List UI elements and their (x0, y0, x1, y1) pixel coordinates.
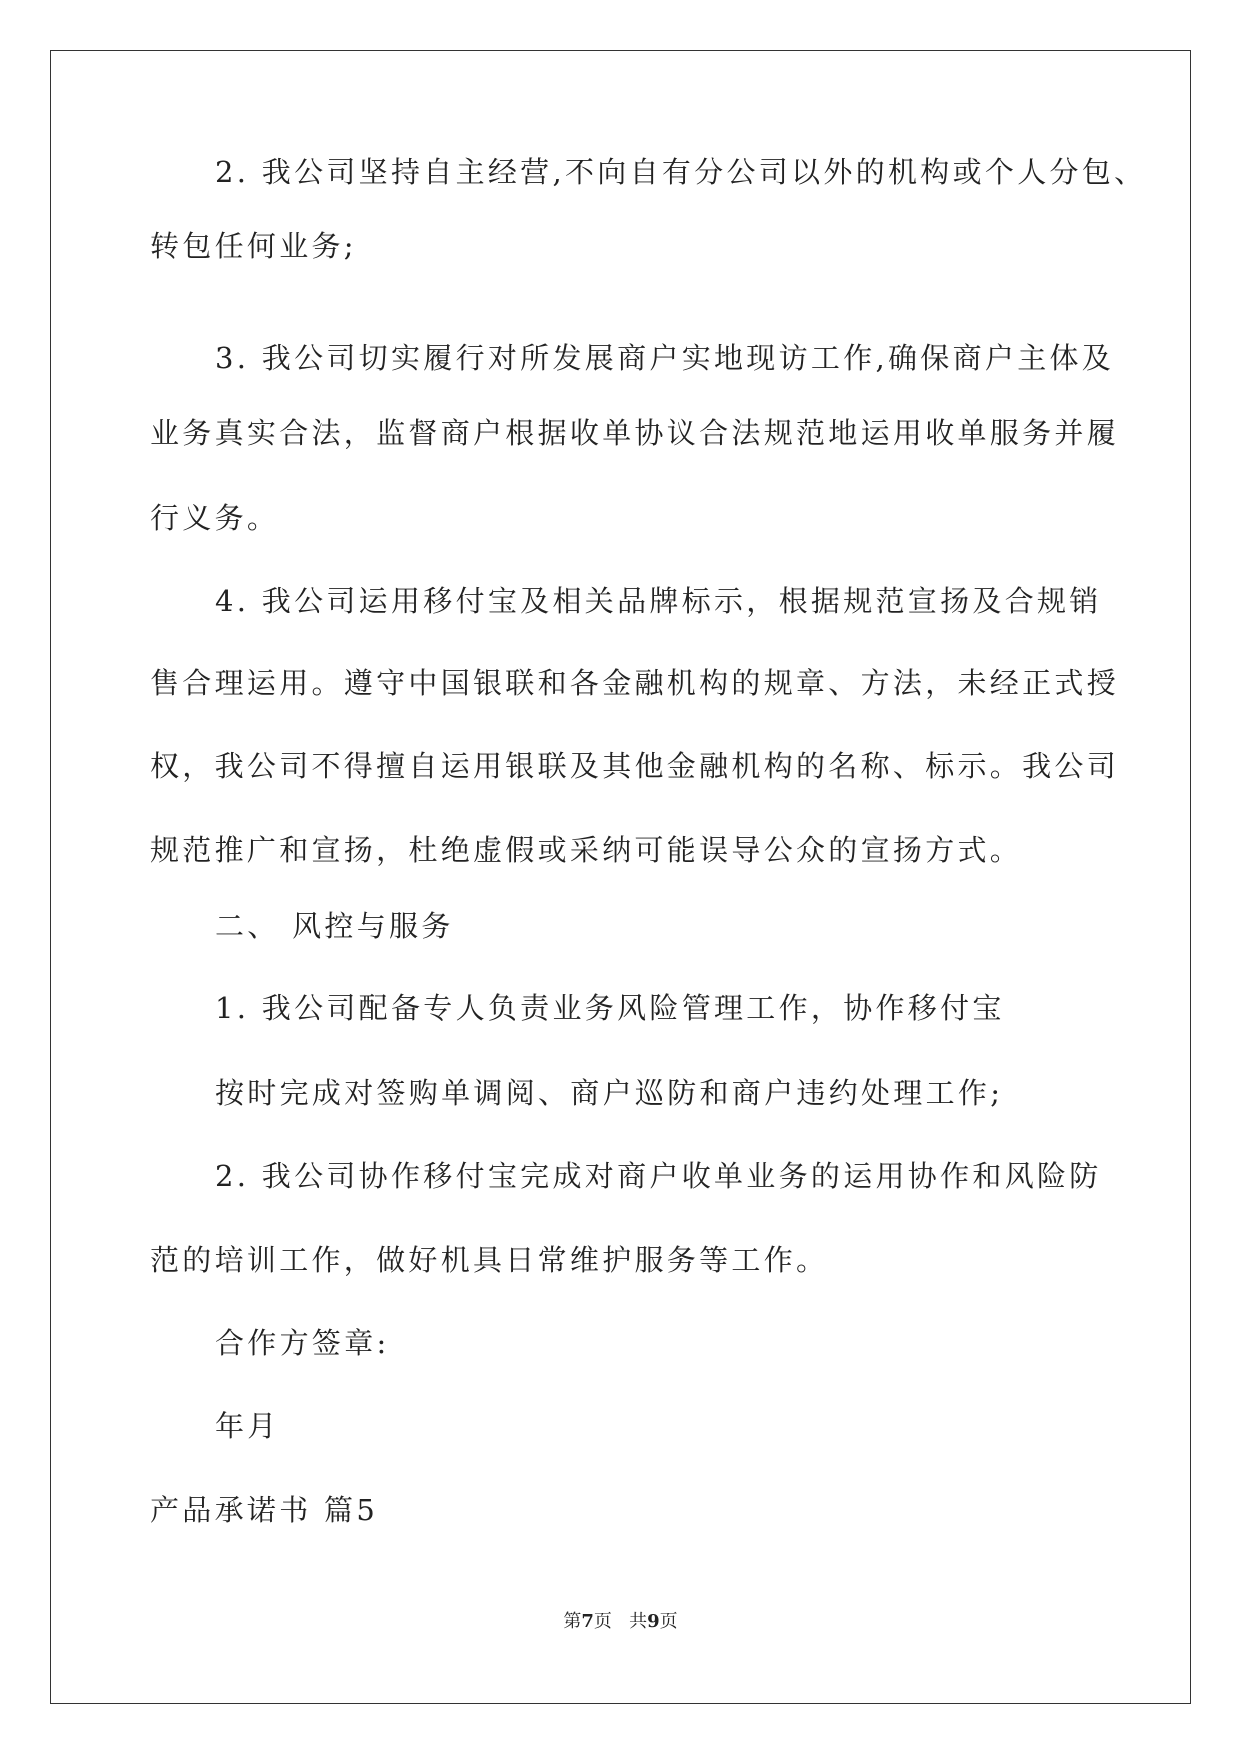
footer-total-number: 9 (647, 1611, 660, 1632)
date-label: 年月 (215, 1409, 280, 1443)
footer-total-suffix: 页 (659, 1611, 678, 1632)
section-heading: 二、 风控与服务 (215, 909, 454, 943)
paragraph-line: 权，我公司不得擅自运用银联及其他金融机构的名称、标示。我公司 (150, 749, 1120, 783)
signature-label: 合作方签章: (215, 1326, 390, 1360)
page-border (50, 50, 1191, 1704)
footer-page-number: 7 (581, 1611, 594, 1632)
paragraph-line: 2. 我公司协作移付宝完成对商户收单业务的运用协作和风险防 (215, 1159, 1102, 1193)
paragraph-line: 规范推广和宣扬，杜绝虚假或采纳可能误导公众的宣扬方式。 (150, 833, 1023, 867)
document-heading: 产品承诺书 篇5 (150, 1493, 379, 1527)
footer-page-suffix: 页 (593, 1611, 612, 1632)
footer-page-prefix: 第 (563, 1611, 582, 1632)
paragraph-line: 业务真实合法，监督商户根据收单协议合法规范地运用收单服务并履 (150, 416, 1120, 450)
paragraph-line: 按时完成对签购单调阅、商户巡防和商户违约处理工作; (215, 1076, 1004, 1110)
paragraph-line: 2. 我公司坚持自主经营,不向自有分公司以外的机构或个人分包、 (215, 155, 1147, 189)
paragraph-line: 1. 我公司配备专人负责业务风险管理工作，协作移付宝 (215, 991, 1005, 1025)
page-footer (0, 1610, 1241, 1634)
paragraph-line: 行义务。 (150, 501, 280, 535)
paragraph-line: 售合理运用。遵守中国银联和各金融机构的规章、方法，未经正式授 (150, 666, 1120, 700)
paragraph-line: 范的培训工作，做好机具日常维护服务等工作。 (150, 1243, 829, 1277)
footer-total-prefix: 共 (629, 1611, 648, 1632)
paragraph-line: 转包任何业务; (150, 229, 357, 263)
paragraph-line: 3. 我公司切实履行对所发展商户实地现访工作,确保商户主体及 (215, 341, 1115, 375)
paragraph-line: 4. 我公司运用移付宝及相关品牌标示，根据规范宣扬及合规销 (215, 584, 1102, 618)
